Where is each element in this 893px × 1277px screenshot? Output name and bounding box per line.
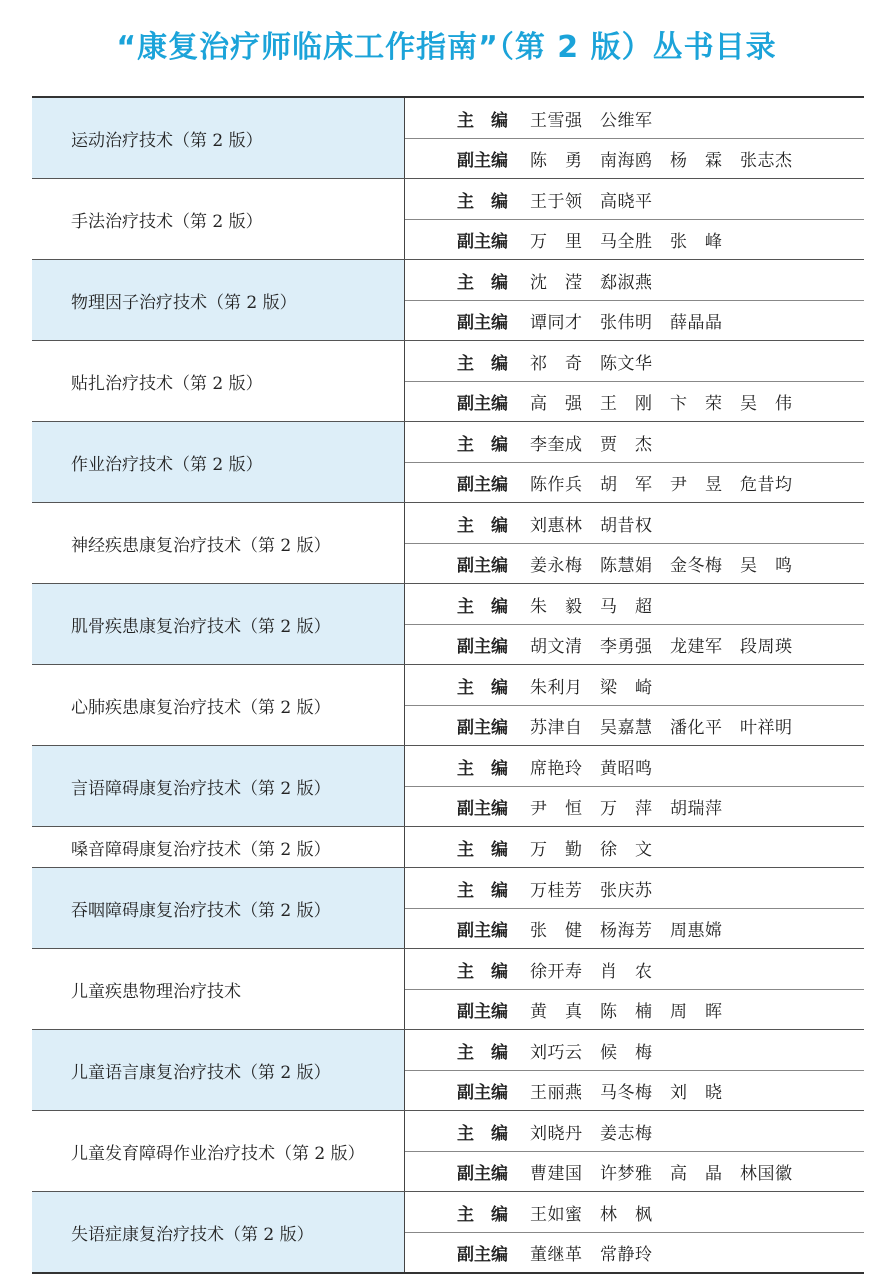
editor-names: 胡文清 李勇强 龙建军 段周瑛: [530, 637, 793, 657]
editor-role: 副主编: [457, 1164, 508, 1184]
editor-list: [405, 260, 864, 340]
editor-line: [405, 543, 864, 583]
book-title: 儿童语言康复治疗技术（第 2 版）: [32, 1030, 405, 1110]
editor-role: 副主编: [457, 232, 508, 252]
editor-names: 苏津自 吴嘉慧 潘化平 叶祥明: [530, 718, 793, 738]
book-title: 吞咽障碍康复治疗技术（第 2 版）: [32, 868, 405, 948]
editor-line: [405, 705, 864, 745]
editor-line: [405, 827, 864, 867]
book-title: 运动治疗技术（第 2 版）: [32, 98, 405, 178]
editor-names: 万 里 马全胜 张 峰: [530, 232, 723, 252]
editor-list: [405, 98, 864, 178]
editor-line: [405, 786, 864, 826]
editor-role: 主 编: [457, 515, 508, 536]
editor-role: 主 编: [457, 839, 508, 860]
editor-list: [405, 1030, 864, 1110]
editor-role: 主 编: [457, 1204, 508, 1225]
editor-names: 姜永梅 陈慧娟 金冬梅 吴 鸣: [530, 556, 793, 576]
book-row: [32, 1192, 864, 1272]
editor-line: [405, 1111, 864, 1151]
book-title: 贴扎治疗技术（第 2 版）: [32, 341, 405, 421]
editor-role: 主 编: [457, 596, 508, 617]
book-title: 手法治疗技术（第 2 版）: [32, 179, 405, 259]
editor-role: 副主编: [457, 921, 508, 941]
editor-line: [405, 422, 864, 462]
editor-line: [405, 1151, 864, 1191]
editor-line: [405, 1232, 864, 1272]
editor-role: 副主编: [457, 1002, 508, 1022]
editor-names: 高 强 王 刚 卞 荣 吴 伟: [530, 394, 793, 414]
editor-names: 刘晓丹 姜志梅: [530, 1123, 653, 1144]
editor-line: [405, 98, 864, 138]
editor-line: [405, 949, 864, 989]
editor-names: 沈 滢 郄淑燕: [530, 272, 653, 293]
editor-line: [405, 219, 864, 259]
book-row: [32, 949, 864, 1030]
editor-line: [405, 908, 864, 948]
editor-list: [405, 868, 864, 948]
editor-role: 主 编: [457, 1042, 508, 1063]
editor-names: 陈作兵 胡 军 尹 昱 危昔均: [530, 475, 793, 495]
editor-role: 主 编: [457, 961, 508, 982]
editor-names: 王雪强 公维军: [530, 110, 653, 131]
editor-names: 王于领 高晓平: [530, 191, 653, 212]
editor-role: 主 编: [457, 110, 508, 131]
editor-list: [405, 1111, 864, 1191]
editor-line: [405, 746, 864, 786]
editor-role: 副主编: [457, 1083, 508, 1103]
editor-names: 朱 毅 马 超: [530, 596, 653, 617]
book-title: 言语障碍康复治疗技术（第 2 版）: [32, 746, 405, 826]
editor-list: [405, 746, 864, 826]
editor-names: 万 勤 徐 文: [530, 839, 653, 860]
editor-role: 主 编: [457, 677, 508, 698]
editor-line: [405, 665, 864, 705]
book-title: 儿童疾患物理治疗技术: [32, 949, 405, 1029]
editor-role: 副主编: [457, 556, 508, 576]
editor-line: [405, 260, 864, 300]
editor-list: [405, 584, 864, 664]
book-row: [32, 503, 864, 584]
editor-names: 徐开寿 肖 农: [530, 961, 653, 982]
editor-line: [405, 300, 864, 340]
editor-line: [405, 584, 864, 624]
editor-role: 副主编: [457, 718, 508, 738]
book-title: 作业治疗技术（第 2 版）: [32, 422, 405, 502]
book-title: 肌骨疾患康复治疗技术（第 2 版）: [32, 584, 405, 664]
editor-role: 主 编: [457, 758, 508, 779]
book-row: [32, 260, 864, 341]
editor-names: 王如蜜 林 枫: [530, 1204, 653, 1225]
page-title: “康复治疗师临床工作指南”（第 2 版）丛书目录: [116, 30, 777, 65]
editor-names: 陈 勇 南海鸥 杨 霖 张志杰: [530, 151, 793, 171]
editor-list: [405, 827, 864, 867]
editor-names: 朱利月 梁 崎: [530, 677, 653, 698]
editor-line: [405, 179, 864, 219]
editor-names: 祁 奇 陈文华: [530, 353, 653, 374]
book-row: [32, 827, 864, 868]
editor-role: 副主编: [457, 1245, 508, 1265]
editor-line: [405, 1030, 864, 1070]
book-title: 心肺疾患康复治疗技术（第 2 版）: [32, 665, 405, 745]
editor-role: 副主编: [457, 799, 508, 819]
editor-role: 副主编: [457, 313, 508, 333]
editor-list: [405, 422, 864, 502]
editor-role: 主 编: [457, 434, 508, 455]
editor-list: [405, 665, 864, 745]
editor-role: 副主编: [457, 637, 508, 657]
book-row: [32, 665, 864, 746]
editor-list: [405, 949, 864, 1029]
editor-line: [405, 341, 864, 381]
catalog-table: [32, 96, 864, 1274]
editor-names: 张 健 杨海芳 周惠嫦: [530, 921, 723, 941]
book-title: 儿童发育障碍作业治疗技术（第 2 版）: [32, 1111, 405, 1191]
book-row: [32, 179, 864, 260]
editor-names: 席艳玲 黄昭鸣: [530, 758, 653, 779]
editor-list: [405, 179, 864, 259]
editor-line: [405, 1192, 864, 1232]
editor-names: 刘惠林 胡昔权: [530, 515, 653, 536]
editor-names: 王丽燕 马冬梅 刘 晓: [530, 1083, 723, 1103]
editor-names: 李奎成 贾 杰: [530, 434, 653, 455]
editor-names: 尹 恒 万 萍 胡瑞萍: [530, 799, 723, 819]
editor-names: 黄 真 陈 楠 周 晖: [530, 1002, 723, 1022]
book-title: 嗓音障碍康复治疗技术（第 2 版）: [32, 827, 405, 867]
editor-list: [405, 1192, 864, 1272]
book-row: [32, 98, 864, 179]
book-row: [32, 1030, 864, 1111]
book-row: [32, 746, 864, 827]
editor-role: 主 编: [457, 272, 508, 293]
editor-names: 万桂芳 张庆苏: [530, 880, 653, 901]
book-title: 物理因子治疗技术（第 2 版）: [32, 260, 405, 340]
editor-line: [405, 1070, 864, 1110]
editor-role: 副主编: [457, 151, 508, 171]
book-row: [32, 1111, 864, 1192]
book-row: [32, 868, 864, 949]
editor-role: 副主编: [457, 394, 508, 414]
editor-line: [405, 868, 864, 908]
editor-role: 副主编: [457, 475, 508, 495]
editor-role: 主 编: [457, 880, 508, 901]
editor-list: [405, 503, 864, 583]
editor-names: 曹建国 许梦雅 高 晶 林国徽: [530, 1164, 793, 1184]
editor-role: 主 编: [457, 191, 508, 212]
book-row: [32, 422, 864, 503]
editor-line: [405, 381, 864, 421]
editor-names: 董继革 常静玲: [530, 1245, 653, 1265]
editor-line: [405, 989, 864, 1029]
editor-list: [405, 341, 864, 421]
editor-line: [405, 462, 864, 502]
editor-line: [405, 624, 864, 664]
editor-names: 谭同才 张伟明 薛晶晶: [530, 313, 723, 333]
book-row: [32, 341, 864, 422]
editor-role: 主 编: [457, 1123, 508, 1144]
editor-line: [405, 503, 864, 543]
editor-role: 主 编: [457, 353, 508, 374]
book-row: [32, 584, 864, 665]
editor-line: [405, 138, 864, 178]
editor-names: 刘巧云 候 梅: [530, 1042, 653, 1063]
book-title: 神经疾患康复治疗技术（第 2 版）: [32, 503, 405, 583]
book-title: 失语症康复治疗技术（第 2 版）: [32, 1192, 405, 1272]
